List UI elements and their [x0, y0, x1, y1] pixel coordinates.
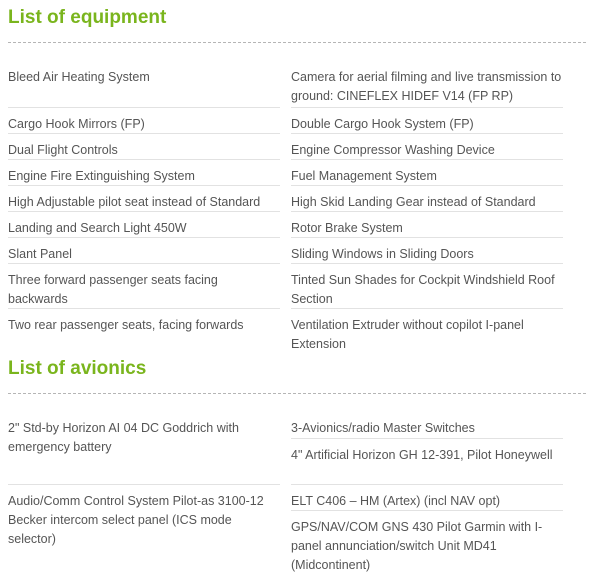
list-item: 2" Std-by Horizon AI 04 DC Goddrich with emergency battery	[8, 412, 280, 485]
section-divider	[8, 393, 586, 394]
equipment-list-left	[8, 61, 280, 353]
list-item: Three forward passenger seats facing backwards	[8, 264, 280, 309]
list-item: Ventilation Extruder without copilot I-panel Extension	[291, 318, 524, 351]
list-item: Tinted Sun Shades for Cockpit Windshield Roof Section	[291, 264, 563, 309]
avionics-title: List of avionics	[8, 358, 147, 379]
list-item: Rotor Brake System	[291, 212, 563, 238]
list-item: Bleed Air Heating System	[8, 61, 280, 108]
list-item: Slant Panel	[8, 238, 280, 264]
list-item: 3-Avionics/radio Master Switches	[291, 412, 563, 439]
section-divider	[8, 42, 586, 43]
list-item: Cargo Hook Mirrors (FP)	[8, 108, 280, 134]
equipment-title: List of equipment	[8, 7, 167, 28]
list-item: Engine Compressor Washing Device	[291, 134, 563, 160]
list-item: Audio/Comm Control System Pilot-as 3100-12 Becker intercom select panel (ICS mode selector)	[8, 494, 264, 546]
list-item: Sliding Windows in Sliding Doors	[291, 238, 563, 264]
list-item: Engine Fire Extinguishing System	[8, 160, 280, 186]
avionics-list-right	[291, 412, 563, 577]
avionics-list-left	[8, 412, 280, 549]
list-item: 4" Artificial Horizon GH 12-391, Pilot Honeywell	[291, 439, 563, 485]
list-item: High Adjustable pilot seat instead of Standard	[8, 186, 280, 212]
list-item: GPS/NAV/COM GNS 430 Pilot Garmin with I-panel annunciation/switch Unit MD41 (Midcontinent)	[291, 520, 543, 572]
list-item: Double Cargo Hook System (FP)	[291, 108, 563, 134]
list-item: Fuel Management System	[291, 160, 563, 186]
equipment-list-right	[291, 61, 563, 353]
list-item: High Skid Landing Gear instead of Standard	[291, 186, 563, 212]
list-item: Landing and Search Light 450W	[8, 212, 280, 238]
list-item: Two rear passenger seats, facing forwards	[8, 318, 244, 332]
list-item: Camera for aerial filming and live transmission to ground: CINEFLEX HIDEF V14 (FP RP)	[291, 61, 563, 108]
list-item: ELT C406 – HM (Artex) (incl NAV opt)	[291, 485, 563, 511]
list-item: Dual Flight Controls	[8, 134, 280, 160]
